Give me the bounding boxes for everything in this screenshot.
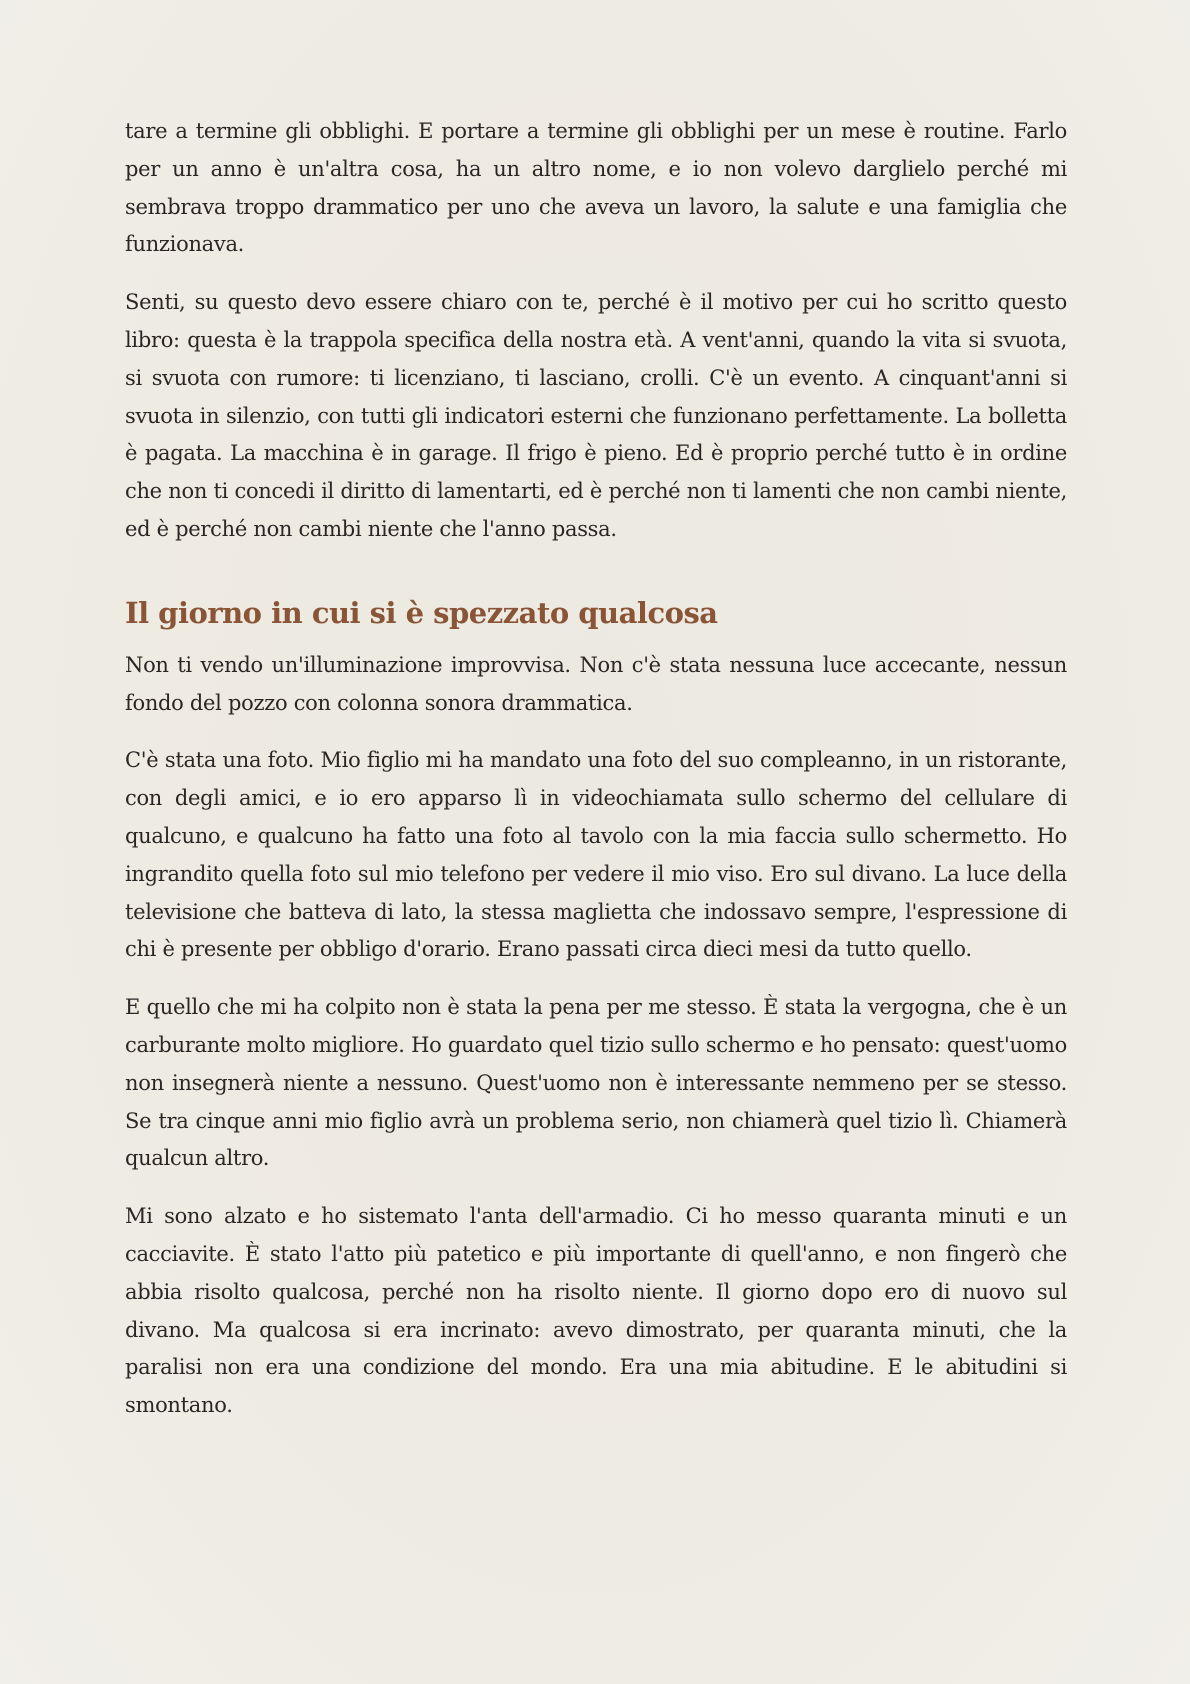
body-paragraph: Senti, su questo devo essere chiaro con te, perché è il motivo per cui ho scritto questo libro: questa è la trappola specifica della nostra età. A vent'anni, quando la vita si svuota, si svuota con rumore: ti licenziano, ti lasciano, crolli. C'è un evento. A cinquant'anni si svuota in silenzio, con tutti gli indicatori esterni che funzionano perfettamente. La bolletta è pagata. La macchina è in garage. Il frigo è pieno. Ed è proprio perché tutto è in ordine che non ti concedi il diritto di lamentarti, ed è perché non ti lamenti che non cambi niente, ed è perché non cambi niente che l'anno passa. (125, 290, 1067, 541)
section-heading: Il giorno in cui si è spezzato qualcosa (125, 595, 718, 630)
document-page (125, 113, 1067, 1445)
body-paragraph: Non ti vendo un'illuminazione improvvisa. Non c'è stata nessuna luce accecante, nessun fondo del pozzo con colonna sonora drammatica. (125, 652, 1067, 715)
body-paragraph: C'è stata una foto. Mio figlio mi ha mandato una foto del suo compleanno, in un ristorante, con degli amici, e io ero apparso lì in videochiamata sullo schermo del cellulare di qualcuno, e qualcuno ha fatto una foto al tavolo con la mia faccia sullo schermetto. Ho ingrandito quella foto sul mio telefono per vedere il mio viso. Ero sul divano. La luce della televisione che batteva di lato, la stessa maglietta che indossavo sempre, l'espressione di chi è presente per obbligo d'orario. Erano passati circa dieci mesi da tutto quello. (125, 748, 1067, 962)
body-paragraph: Mi sono alzato e ho sistemato l'anta dell'armadio. Ci ho messo quaranta minuti e un cacciavite. È stato l'atto più patetico e più importante di quell'anno, e non fingerò che abbia risolto qualcosa, perché non ha risolto niente. Il giorno dopo ero di nuovo sul divano. Ma qualcosa si era incrinato: avevo dimostrato, per quaranta minuti, che la paralisi non era una condizione del mondo. Era una mia abitudine. E le abitudini si smontano. (125, 1204, 1067, 1418)
body-paragraph: E quello che mi ha colpito non è stata la pena per me stesso. È stata la vergogna, che è un carburante molto migliore. Ho guardato quel tizio sullo schermo e ho pensato: quest'uomo non insegnerà niente a nessuno. Quest'uomo non è interessante nemmeno per se stesso. Se tra cinque anni mio figlio avrà un problema serio, non chiamerà quel tizio lì. Chiamerà qualcun altro. (125, 995, 1067, 1171)
body-paragraph: tare a termine gli obblighi. E portare a termine gli obblighi per un mese è routine. Farlo per un anno è un'altra cosa, ha un altro nome, e io non volevo darglielo perché mi sembrava troppo drammatico per uno che aveva un lavoro, la salute e una famiglia che funzionava. (125, 119, 1067, 257)
